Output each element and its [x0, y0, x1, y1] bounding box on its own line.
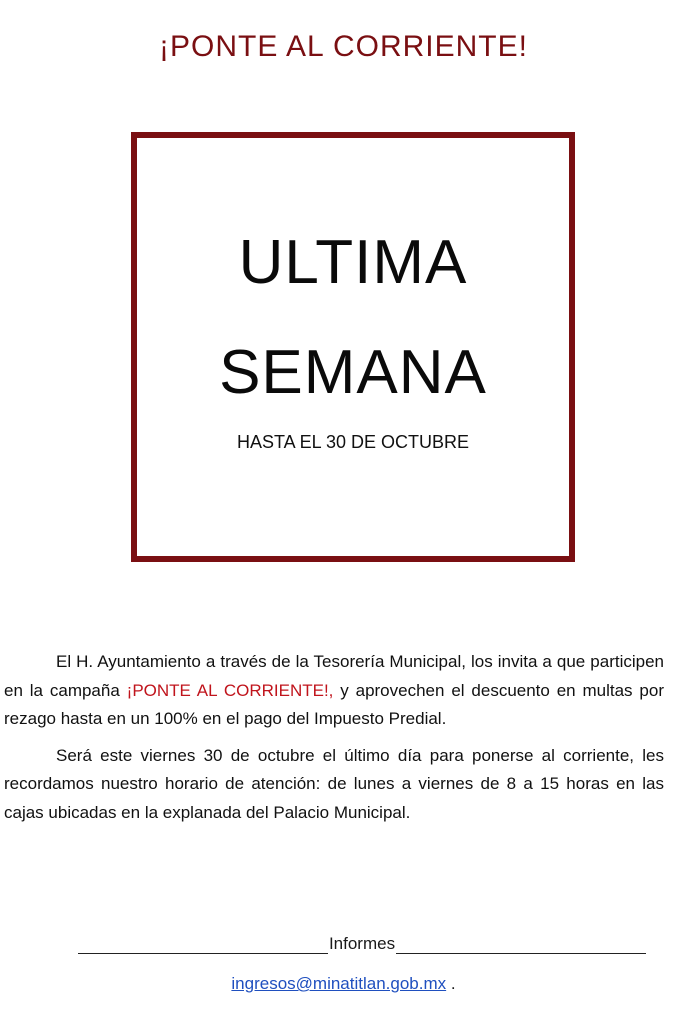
- informes-line: [78, 934, 646, 954]
- divider-left: [78, 935, 328, 954]
- deadline-text: HASTA EL 30 DE OCTUBRE: [236, 432, 470, 452]
- headline-line-1: ULTIMA: [238, 228, 468, 297]
- contact-row: [0, 974, 687, 994]
- paragraph-schedule: Será este viernes 30 de octubre el último día para ponerse al corriente, les recordamos nuestro horario de atención: de lunes a viernes de 8 a 15 horas en las cajas ubicadas en la explanada del Palacio Municipal.: [4, 745, 664, 822]
- notice-box: [131, 132, 575, 562]
- paragraph-invitation: [4, 648, 664, 734]
- body-text: [4, 648, 664, 835]
- paragraph-invitation-end: y aprovechen el descuento en multas por rezago hasta en un 100% en el pago del Impuesto Predial.: [4, 680, 664, 728]
- trailing-period: .: [446, 974, 456, 993]
- paragraph-invitation-start: El H. Ayuntamiento a través de la Tesorería Municipal, los invita a que participen en la campaña: [4, 652, 664, 700]
- informes-label: Informes: [328, 934, 396, 953]
- campaign-name: ¡PONTE AL CORRIENTE!,: [126, 680, 334, 700]
- page-title: ¡PONTE AL CORRIENTE!: [159, 30, 528, 63]
- headline-line-2: SEMANA: [219, 338, 487, 407]
- divider-right: [396, 935, 646, 954]
- email-link[interactable]: ingresos@minatitlan.gob.mx: [231, 974, 447, 993]
